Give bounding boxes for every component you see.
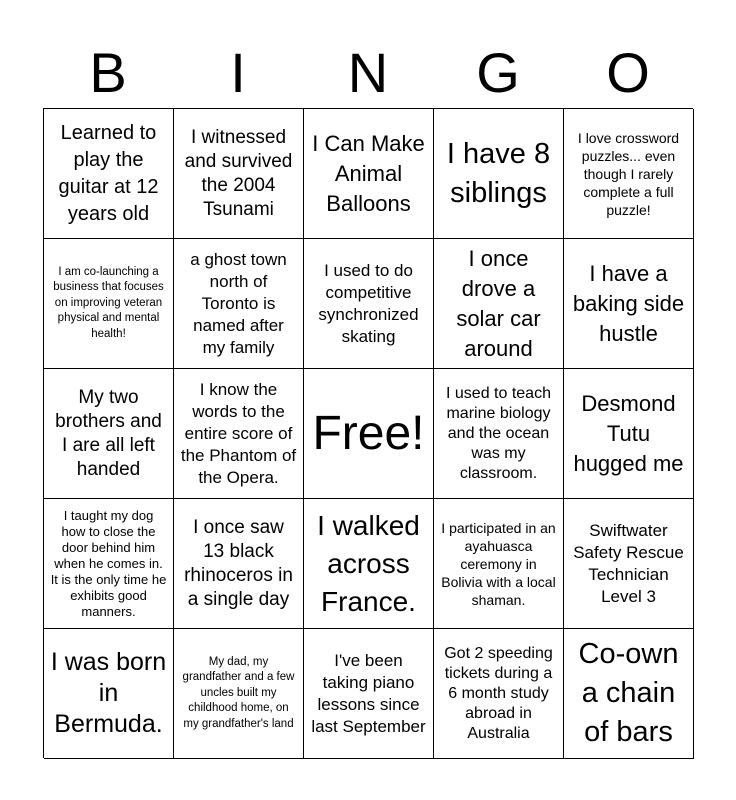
bingo-cell[interactable] xyxy=(564,239,694,369)
bingo-cell[interactable] xyxy=(174,499,304,629)
bingo-cell[interactable] xyxy=(304,629,434,759)
bingo-cell[interactable] xyxy=(564,629,694,759)
cell-text: Got 2 speeding tickets during a 6 month study abroad in Australia xyxy=(444,644,553,742)
cell-text: I once saw 13 black rhinoceros in a single day xyxy=(184,516,293,610)
cell-text: Desmond Tutu hugged me xyxy=(573,390,684,476)
header-letter-g: G xyxy=(476,41,520,104)
cell-text: I once drove a solar car around xyxy=(456,245,541,361)
bingo-cell[interactable] xyxy=(174,629,304,759)
bingo-cell[interactable] xyxy=(44,629,174,759)
bingo-grid xyxy=(43,108,693,758)
free-space-cell[interactable] xyxy=(304,369,434,499)
bingo-cell[interactable] xyxy=(174,369,304,499)
cell-text: I walked across France. xyxy=(317,509,420,617)
bingo-cell[interactable] xyxy=(564,109,694,239)
bingo-cell[interactable] xyxy=(434,369,564,499)
bingo-cell[interactable] xyxy=(44,499,174,629)
cell-text: I love crossword puzzles... even though I rarely complete a full puzzle! xyxy=(577,129,680,218)
cell-text: I witnessed and survived the 2004 Tsunami xyxy=(184,126,293,220)
header-letter-n: N xyxy=(347,41,389,104)
cell-text: I am co-launching a business that focuses on improving veteran physical and mental health! xyxy=(53,265,164,340)
cell-text: a ghost town north of Toronto is named after my family xyxy=(190,249,287,357)
bingo-cell[interactable] xyxy=(434,499,564,629)
bingo-cell[interactable] xyxy=(304,109,434,239)
bingo-cell[interactable] xyxy=(44,239,174,369)
cell-text: My two brothers and I are all left handed xyxy=(55,386,162,480)
cell-text: I have a baking side hustle xyxy=(572,260,685,346)
cell-text: Learned to play the guitar at 12 years old xyxy=(58,121,159,225)
bingo-cell[interactable] xyxy=(564,499,694,629)
free-space-text: Free! xyxy=(312,406,425,460)
bingo-cell[interactable] xyxy=(174,239,304,369)
cell-text: I used to teach marine biology and the ocean was my classroom. xyxy=(446,384,551,482)
bingo-cell[interactable] xyxy=(44,369,174,499)
header-letter-o: O xyxy=(606,41,650,104)
cell-text: I have 8 siblings xyxy=(446,137,551,209)
bingo-cell[interactable] xyxy=(304,499,434,629)
cell-text: I Can Make Animal Balloons xyxy=(312,130,425,216)
cell-text: I was born in Bermuda. xyxy=(50,648,167,738)
bingo-header xyxy=(43,38,693,108)
cell-text: Co-own a chain of bars xyxy=(578,638,679,748)
header-letter-b: B xyxy=(89,41,127,104)
bingo-cell[interactable] xyxy=(434,239,564,369)
cell-text: My dad, my grandfather and a few uncles built my childhood home, on my grandfather's land xyxy=(182,655,295,730)
cell-text: I taught my dog how to close the door behind him when he comes in. It is the only time he exhibits good manners. xyxy=(50,507,167,619)
header-letter-i: I xyxy=(230,41,246,104)
cell-text: I know the words to the entire score of the Phantom of the Opera. xyxy=(180,379,297,487)
bingo-cell[interactable] xyxy=(304,239,434,369)
cell-text: I used to do competitive synchronized skating xyxy=(318,260,419,346)
cell-text: I participated in an ayahuasca ceremony in Bolivia with a local shaman. xyxy=(441,519,556,608)
cell-text: Swiftwater Safety Rescue Technician Level 3 xyxy=(573,520,684,606)
bingo-cell[interactable] xyxy=(564,369,694,499)
bingo-cell[interactable] xyxy=(434,629,564,759)
bingo-cell[interactable] xyxy=(174,109,304,239)
cell-text: I've been taking piano lessons since last September xyxy=(311,650,426,736)
bingo-cell[interactable] xyxy=(44,109,174,239)
bingo-cell[interactable] xyxy=(434,109,564,239)
